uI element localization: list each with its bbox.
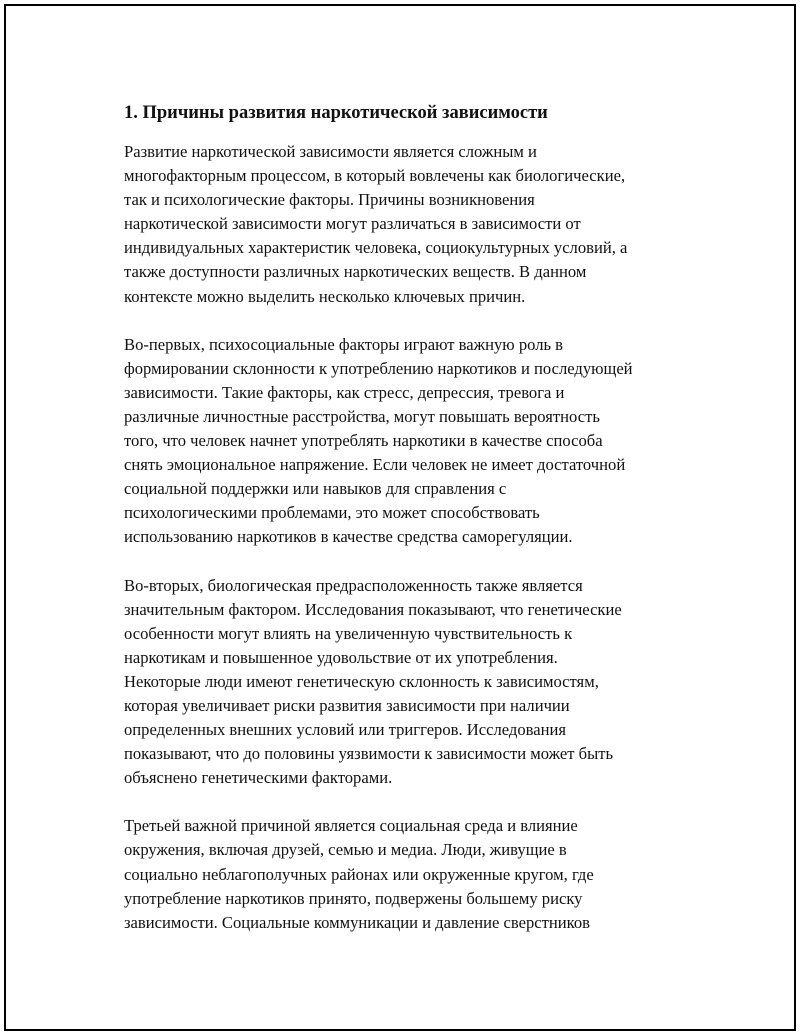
text-line: наркотической зависимости могут различаться в зависимости от (124, 214, 581, 234)
text-line: определенных внешних условий или триггеров. Исследования (124, 720, 567, 740)
text-line: зависимости. Социальные коммуникации и давление сверстников (124, 912, 591, 932)
text-line: использованию наркотиков в качестве средства саморегуляции. (124, 527, 573, 547)
text-line: снять эмоциональное напряжение. Если человек не имеет достаточной (124, 455, 626, 475)
text-line: особенности могут влиять на увеличенную чувствительность к (124, 623, 573, 643)
paragraph-social (124, 814, 698, 934)
text-line: окружения, включая друзей, семью и медиа. Люди, живущие в (124, 840, 567, 860)
text-line: которая увеличивает риски развития зависимости при наличии (124, 695, 570, 715)
text-line: формировании склонности к употреблению наркотиков и последующей (124, 358, 633, 378)
text-line: психологическими проблемами, это может способствовать (124, 503, 540, 523)
text-line: показывают, что до половины уязвимости к зависимости может быть (124, 744, 614, 764)
text-line: того, что человек начнет употреблять наркотики в качестве способа (124, 431, 603, 451)
text-line: многофакторным процессом, в который вовлечены как биологические, (124, 166, 626, 186)
text-line: Развитие наркотической зависимости является сложным и (124, 142, 537, 161)
document-body (124, 100, 698, 959)
text-line: объяснено генетическими факторами. (124, 768, 393, 788)
text-line: употребление наркотиков принято, подвержены большему риску (124, 888, 583, 908)
text-line: Некоторые люди имеют генетическую склонность к зависимостям, (124, 671, 599, 691)
text-line: социально неблагополучных районах или окруженные кругом, где (124, 864, 594, 884)
text-line: социальной поддержки или навыков для справления с (124, 479, 507, 499)
text-line: Во-первых, психосоциальные факторы играют важную роль в (124, 334, 564, 354)
text-line: контексте можно выделить несколько ключевых причин. (124, 286, 526, 306)
text-line: индивидуальных характеристик человека, социокультурных условий, а (124, 238, 628, 258)
paragraph-intro (124, 140, 698, 309)
section-heading: 1. Причины развития наркотической зависимости (124, 103, 548, 123)
text-line: так и психологические факторы. Причины возникновения (124, 190, 535, 210)
text-line: Во-вторых, биологическая предрасположенность также является (124, 575, 583, 595)
page-frame (4, 4, 796, 1031)
text-line: значительным фактором. Исследования показывают, что генетические (124, 599, 622, 619)
text-line: различные личностные расстройства, могут повышать вероятность (124, 406, 600, 426)
paragraph-psychosocial (124, 333, 698, 550)
text-line: наркотикам и повышенное удовольствие от их употребления. (124, 647, 558, 667)
text-line: зависимости. Такие факторы, как стресс, депрессия, тревога и (124, 382, 565, 402)
text-line: также доступности различных наркотических веществ. В данном (124, 262, 587, 282)
text-line: Третьей важной причиной является социальная среда и влияние (124, 816, 578, 836)
paragraph-biological (124, 574, 698, 791)
